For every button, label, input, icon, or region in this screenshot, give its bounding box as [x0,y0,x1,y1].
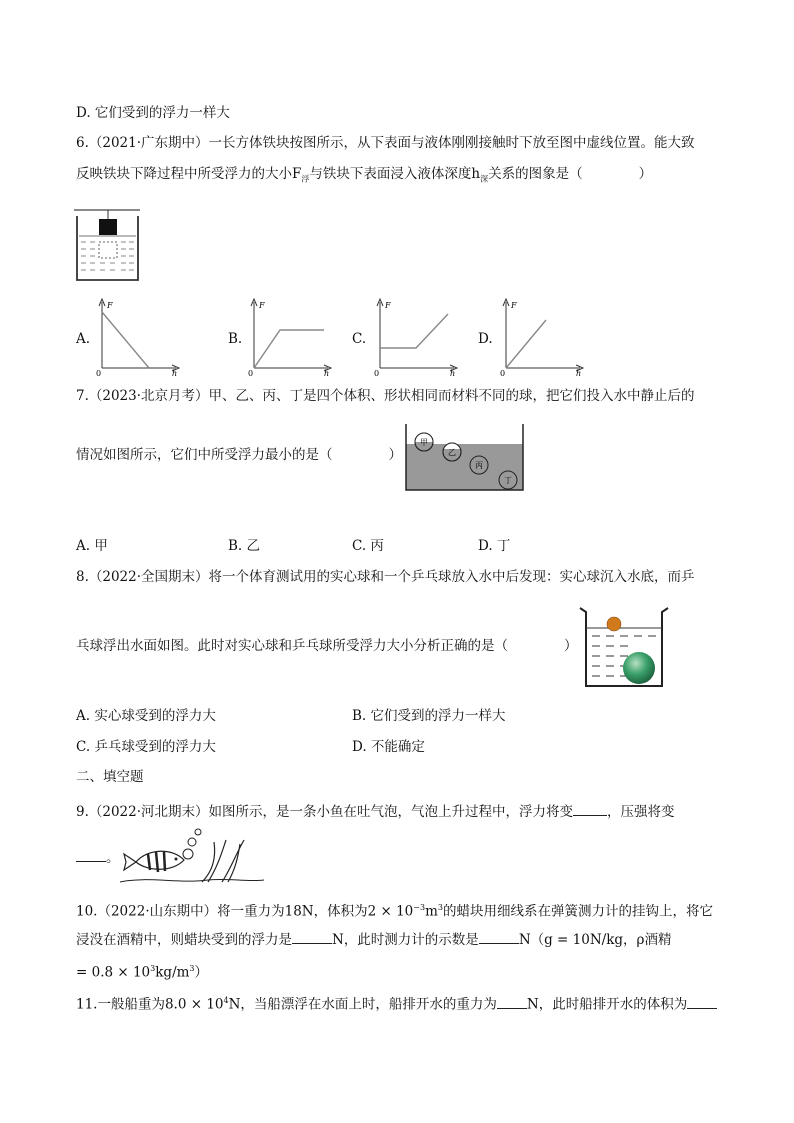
q10-exp4: 3 [189,964,195,973]
answer-blank[interactable] [479,929,519,944]
q9-line1-post: ，压强将变 [607,804,675,820]
q6-beaker-figure [72,204,144,286]
graph-line [506,320,546,368]
q10-line3-pre: = 0.8 × 10 [76,964,151,981]
ball-yi-label: 乙 [448,448,456,457]
answer-blank[interactable] [687,994,717,1009]
q6-line1: 6.（2021·广东期中）一长方体铁块按图所示，从下表面与液体刚刚接触时下放至图中虚线位置。能大致 [76,135,695,151]
q10-line1 [76,898,713,922]
q8-paren-close: ） [564,638,578,654]
q6-option-b-graph [246,296,336,378]
q10-exp1: −3 [413,903,426,912]
graph-line [102,312,149,368]
q7-line1: 7.（2023·北京月考）甲、乙、丙、丁是四个体积、形状相同而材料不同的球，把它们投入水中静止后的 [76,388,695,404]
answer-blank[interactable] [573,801,607,816]
q7-option-c: C. 丙 [352,538,384,554]
q6-sub-h: 深 [480,174,489,184]
q6-sub-f: 浮 [301,174,310,184]
axis-x-label: h [450,369,456,378]
q7-option-d: D. 丁 [478,538,511,554]
q7-option-b: B. 乙 [228,538,261,554]
axis-x-label: h [576,369,582,378]
q6-option-d-graph [498,296,588,378]
q10-line2-mid: N，此时测力计的示数是 [332,932,479,948]
q9-line1-pre: 9.（2022·河北期末）如图所示，是一条小鱼在吐气泡，气泡上升过程中，浮力将变 [76,804,574,820]
q7-line2 [76,445,402,465]
seaweed [202,842,215,882]
origin-label: 0 [500,369,506,378]
axis-y-label: F [511,301,517,310]
q6-line2 [76,164,652,190]
solid-ball [623,652,655,684]
q6-option-c-graph [372,296,462,378]
fish-tail [124,854,136,870]
axis-x-label: h [172,369,178,378]
q10-line3-end: ） [194,964,209,981]
q10-line1-post: 的蜡块用细线系在弹簧测力计的挂钩上，将它 [442,903,713,920]
q10-line2 [76,929,671,950]
answer-blank[interactable] [292,929,332,944]
q6-paren-close: ） [638,166,653,182]
beaker [580,608,668,686]
iron-block [99,219,117,235]
answer-blank[interactable] [497,994,527,1009]
q6-option-a-label: A. [76,331,91,347]
q9-line2 [76,847,120,868]
q10-line3 [76,959,208,983]
ball-ding-label: 丁 [504,476,512,485]
axis-y-label: F [259,301,265,310]
q7-line2-text: 情况如图所示，它们中所受浮力最小的是（ [76,447,333,463]
origin-label: 0 [96,369,102,378]
q9-line1 [76,801,675,822]
q8-beaker-figure [578,604,670,690]
q6-line2-mid: 与铁块下表面浸入液体深度h [309,166,481,182]
axis-x-label: h [324,369,330,378]
q8-option-d: D. 不能确定 [352,739,425,755]
bubble [183,849,193,859]
q6-option-b-label: B. [228,331,243,347]
q6-option-a-graph [94,296,184,378]
graph-line [254,330,324,368]
ping-pong-ball [607,617,621,631]
sea-bed [120,879,264,882]
q8-option-c: C. 乒乓球受到的浮力大 [76,739,216,755]
q8-line2-text: 乓球浮出水面如图。此时对实心球和乒乓球所受浮力大小分析正确的是（ [76,638,508,654]
q8-option-a: A. 实心球受到的浮力大 [76,708,216,724]
q5-option-d: D. 它们受到的浮力一样大 [76,105,230,121]
q6-option-c-label: C. [352,331,367,347]
q8-option-b: B. 它们受到的浮力一样大 [352,708,506,724]
origin-label: 0 [248,369,254,378]
q11-line1-mid2: N，此时船排开水的体积为 [526,996,688,1013]
q10-line2-post: N（g = 10N/kg，ρ酒精 [518,932,672,948]
q6-line2-post: 关系的图象是（ [488,166,583,182]
axis-y-label: F [385,301,391,310]
q6-option-d-label: D. [478,331,493,347]
section-title: 二、填空题 [76,769,144,785]
q8-line1: 8.（2022·全国期末）将一个体育测试用的实心球和一个乒乓球放入水中后发现：实心球沉入水底，而乒 [76,569,695,585]
q10-line1-pre: 10.（2022·山东期中）将一重力为18N，体积为2 × 10 [76,903,414,920]
q7-option-a: A. 甲 [76,538,108,554]
q11-line1 [76,991,717,1015]
q10-exp3: 3 [150,964,156,973]
q7-balls-figure [404,422,526,492]
q7-paren-close: ） [388,447,402,463]
q11-exp1: 4 [223,996,229,1005]
q10-line3-post: kg/m [155,964,190,981]
fish-eye [175,858,178,861]
ball-bing-label: 丙 [475,461,483,470]
bubble [195,829,201,835]
q8-line2 [76,636,578,656]
q10-exp2: 3 [437,903,443,912]
q10-line2-pre: 浸没在酒精中，则蜡块受到的浮力是 [76,932,292,948]
bubble [188,838,196,846]
q9-fish-figure [118,826,266,888]
answer-blank[interactable] [76,847,106,862]
q11-line1-pre: 11.一般船重为8.0 × 10 [76,996,224,1013]
q9-line2-post: 。 [106,850,120,866]
q6-line2-pre: 反映铁块下降过程中所受浮力的大小F [76,166,302,182]
graph-line [380,314,448,348]
q11-line1-mid: N，当船漂浮在水面上时，船排开水的重力为 [228,996,497,1013]
ball-jia-label: 甲 [420,438,428,447]
axis-y-label: F [107,301,113,310]
origin-label: 0 [374,369,380,378]
q10-line1-unit: m [425,903,438,920]
